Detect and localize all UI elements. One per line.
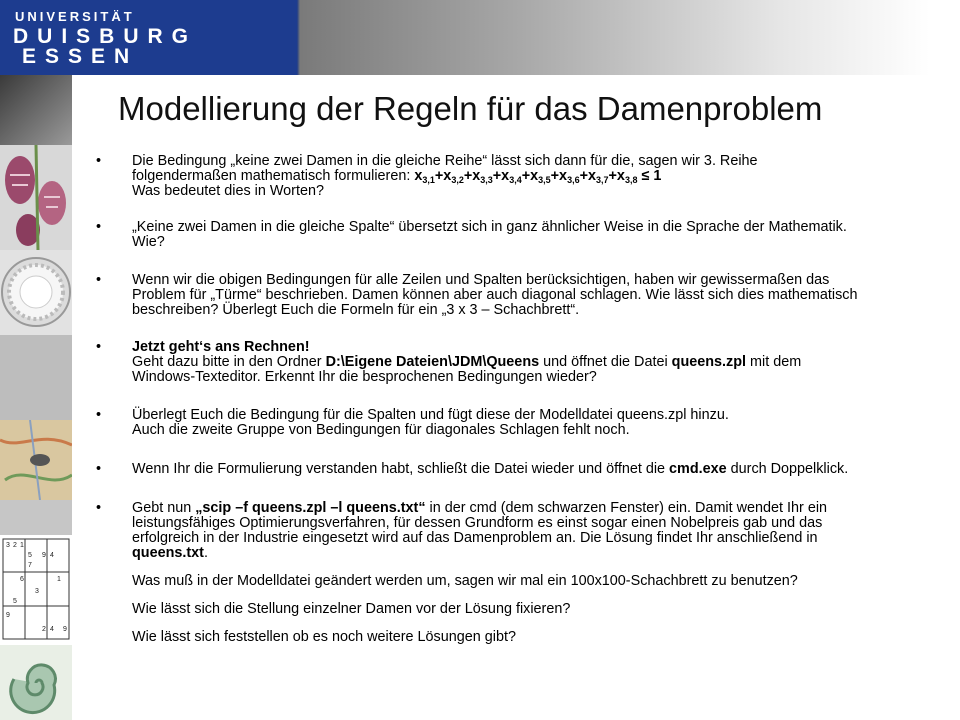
sudoku-cell: 6	[20, 576, 24, 583]
text-line	[132, 340, 942, 355]
sudoku-cell: 2	[42, 626, 46, 633]
sudoku-cell: 9	[42, 552, 46, 559]
formula-line	[132, 169, 942, 184]
bullet-dot: •	[96, 339, 102, 355]
formula-var: +x	[608, 168, 625, 184]
formula-index: 3,8	[624, 175, 638, 185]
round-plate-image	[0, 250, 72, 335]
program-name: cmd.exe	[669, 461, 727, 477]
formula-index: 3,6	[567, 175, 580, 185]
gradient-tile	[0, 75, 72, 145]
university-logo[interactable]	[0, 0, 297, 75]
logo-text-duisburg: DUISBURG	[13, 25, 198, 48]
command-text: „scip –f queens.zpl –l queens.txt“	[195, 500, 426, 516]
text-segment: Wenn Ihr die Formulierung verstanden habt, schließt die Datei wieder und öffnet die	[132, 461, 670, 477]
question-line: Wie lässt sich die Stellung einzelner Damen vor der Lösung fixieren?	[132, 601, 571, 617]
formula-index: 3,5	[538, 175, 551, 185]
formula-var: +x	[521, 168, 539, 184]
text-line: „Keine zwei Damen in die gleiche Spalte“ übersetzt sich in ganz ähnlicher Weise in die Sprache der Mathematik.	[132, 219, 847, 235]
formula-index: 3,7	[596, 175, 609, 185]
sudoku-cell: 1	[57, 576, 61, 583]
bullet-dot: •	[96, 272, 102, 288]
sudoku-cell: 5	[28, 552, 32, 559]
text-line	[132, 501, 942, 516]
flower-image	[0, 145, 72, 250]
formula-var: +x	[579, 168, 596, 184]
bullet-dot: •	[96, 407, 102, 423]
text-line: Windows-Texteditor. Erkennt Ihr die besprochenen Bedingungen wieder?	[132, 369, 597, 385]
slide-title: Modellierung der Regeln für das Damenproblem	[118, 90, 823, 127]
file-name: queens.txt	[132, 545, 204, 561]
sudoku-cell: 1	[20, 542, 24, 549]
sudoku-cell: 9	[6, 612, 10, 619]
text-line	[132, 462, 942, 477]
text-line: leistungsfähiges Optimierungsverfahren, für dessen Grundform es einst sogar einen Nobelpreis gab und das	[132, 515, 823, 531]
text-segment: und öffnet die Datei	[539, 354, 672, 370]
logo-text-essen: ESSEN	[22, 45, 139, 68]
grey-tile	[0, 500, 72, 535]
sudoku-cell: 5	[13, 598, 17, 605]
formula-var: ≤ 1	[637, 168, 662, 184]
text-line	[132, 355, 942, 370]
sudoku-image	[0, 535, 72, 645]
text-line: beschreiben? Überlegt Euch die Formeln für ein „3 x 3 – Schachbrett“.	[132, 302, 580, 318]
text-segment: durch Doppelklick.	[726, 461, 849, 477]
formula-var: +x	[463, 168, 481, 184]
text-line: Wie?	[132, 234, 165, 250]
text-segment: Geht dazu bitte in den Ordner	[132, 354, 326, 370]
text-line: erfolgreich in der Industrie eingesetzt wird auf das Damenproblem an. Die Lösung findet Ihr anschließend in	[132, 530, 818, 546]
formula-index: 3,2	[451, 175, 464, 185]
file-name: queens.zpl	[671, 354, 747, 370]
sudoku-cell: 4	[50, 626, 54, 633]
question-line: Wie lässt sich feststellen ob es noch weitere Lösungen gibt?	[132, 629, 516, 645]
map-image	[0, 420, 72, 500]
grey-tile	[0, 335, 72, 420]
text-line: Überlegt Euch die Bedingung für die Spalten und fügt diese der Modelldatei queens.zpl hinzu.	[132, 407, 729, 423]
side-image-strip	[0, 75, 72, 720]
sudoku-cell: 7	[28, 562, 32, 569]
logo-text-universitaet: UNIVERSITÄT	[15, 9, 135, 24]
text-segment: Gebt nun	[132, 500, 196, 516]
bullet-dot: •	[96, 500, 102, 516]
bullet-dot: •	[96, 219, 102, 235]
text-segment: mit dem	[746, 354, 802, 370]
formula-var: +x	[492, 168, 510, 184]
text-segment: folgendermaßen mathematisch formulieren:	[132, 168, 411, 184]
text-line: Was bedeutet dies in Worten?	[132, 183, 324, 199]
formula-index: 3,4	[509, 175, 522, 185]
text-line: Die Bedingung „keine zwei Damen in die gleiche Reihe“ lässt sich dann für die, sagen wir 3. Reihe	[132, 153, 758, 169]
sudoku-cell: 3	[35, 588, 39, 595]
sudoku-cell: 4	[50, 552, 54, 559]
text-line: Auch die zweite Gruppe von Bedingungen für diagonales Schlagen fehlt noch.	[132, 422, 630, 438]
formula-index: 3,1	[422, 175, 435, 185]
bullet-dot: •	[96, 461, 102, 477]
formula-index: 3,3	[480, 175, 493, 185]
text-line: Wenn wir die obigen Bedingungen für alle Zeilen und Spalten berücksichtigen, haben wir gewissermaßen das	[132, 272, 830, 288]
header-band	[0, 0, 960, 75]
formula-var: +x	[550, 168, 568, 184]
formula-var: x	[414, 168, 423, 184]
sudoku-cell: 2	[13, 542, 17, 549]
text-segment: .	[203, 545, 208, 561]
bullet-dot: •	[96, 153, 102, 169]
text-segment: in der cmd (dem schwarzen Fenster) ein. Damit wendet Ihr ein	[425, 500, 828, 516]
bold-heading: Jetzt geht‘s ans Rechnen!	[132, 339, 310, 355]
sudoku-cell: 9	[63, 626, 67, 633]
row-formula	[414, 168, 661, 184]
sudoku-cell: 3	[6, 542, 10, 549]
text-line: Problem für „Türme“ beschrieben. Damen können aber auch diagonal schlagen. Wie lässt sich dies mathematisch	[132, 287, 858, 303]
folder-path: D:\Eigene Dateien\JDM\Queens	[325, 354, 540, 370]
nautilus-shell-image	[0, 645, 72, 720]
question-line: Was muß in der Modelldatei geändert werden um, sagen wir mal ein 100x100-Schachbrett zu benutzen?	[132, 573, 798, 589]
text-line	[132, 546, 942, 561]
formula-var: +x	[434, 168, 452, 184]
